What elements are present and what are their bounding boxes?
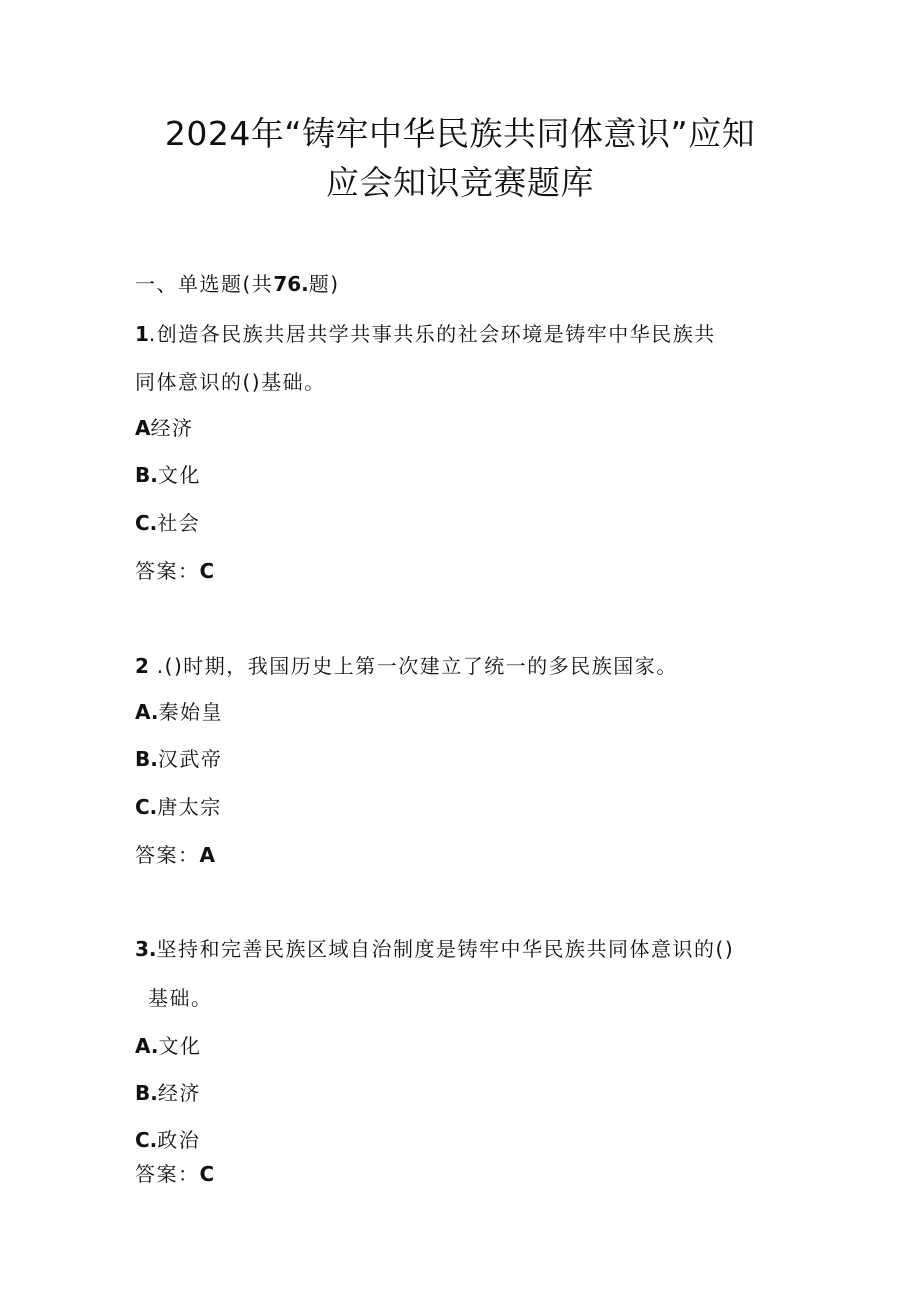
question-1-option-b [135, 463, 201, 487]
option-key: C. [135, 1128, 158, 1152]
question-3-answer [135, 1162, 214, 1186]
section-suffix: 题) [308, 272, 340, 296]
question-3-option-c [135, 1128, 200, 1152]
question-text: .创造各民族共居共学共事共乐的社会环境是铸牢中华民族共 [148, 322, 716, 346]
question-1-text-line2: 同体意识的()基础。 [135, 370, 326, 394]
question-2-text-line1 [135, 654, 678, 678]
answer-value: C [199, 559, 215, 583]
question-text: 坚持和完善民族区域自治制度是铸牢中华民族共同体意识的() [156, 937, 735, 961]
question-1-option-a [135, 416, 193, 440]
question-3-option-b [135, 1081, 201, 1105]
answer-label: 答案： [135, 559, 200, 583]
document-title-line2: 应会知识竞赛题库 [326, 163, 594, 202]
question-2-option-a [135, 700, 223, 724]
question-number: 1 [135, 322, 149, 346]
option-key: B. [135, 747, 158, 771]
question-2-option-b [135, 747, 222, 771]
question-2-option-c [135, 795, 222, 819]
question-number: 3. [135, 937, 157, 961]
section-heading [135, 272, 340, 296]
option-key: C. [135, 511, 158, 535]
section-prefix: 一、单选题(共 [135, 272, 274, 296]
question-number: 2 [135, 654, 149, 678]
answer-value: A [199, 843, 215, 867]
option-text: 经济 [150, 416, 194, 440]
question-1-text-line1 [135, 322, 716, 346]
question-3-text-line1 [135, 937, 734, 961]
option-text: 汉武帝 [157, 747, 223, 771]
question-3-option-a [135, 1034, 201, 1058]
option-key: A [135, 416, 151, 440]
option-key: A. [135, 1034, 159, 1058]
option-key: A. [135, 700, 159, 724]
answer-label: 答案： [135, 1162, 200, 1186]
option-key: B. [135, 463, 158, 487]
option-text: 秦始皇 [158, 700, 223, 724]
answer-label: 答案： [135, 843, 200, 867]
question-3-text-line2: 基础。 [148, 986, 213, 1010]
question-1-option-c [135, 511, 200, 535]
option-text: 唐太宗 [157, 795, 222, 819]
question-2-answer [135, 843, 215, 867]
question-1-answer [135, 559, 214, 583]
option-text: 社会 [157, 511, 201, 535]
document-title-line1: 2024年“铸牢中华民族共同体意识”应知 [164, 114, 756, 153]
answer-value: C [199, 1162, 215, 1186]
option-text: 文化 [158, 1034, 202, 1058]
option-text: 经济 [157, 1081, 201, 1105]
question-text: .()时期，我国历史上第一次建立了统一的多民族国家。 [148, 654, 678, 678]
option-key: C. [135, 795, 158, 819]
section-count: 76. [273, 272, 309, 296]
option-key: B. [135, 1081, 158, 1105]
option-text: 政治 [157, 1128, 201, 1152]
option-text: 文化 [157, 463, 201, 487]
